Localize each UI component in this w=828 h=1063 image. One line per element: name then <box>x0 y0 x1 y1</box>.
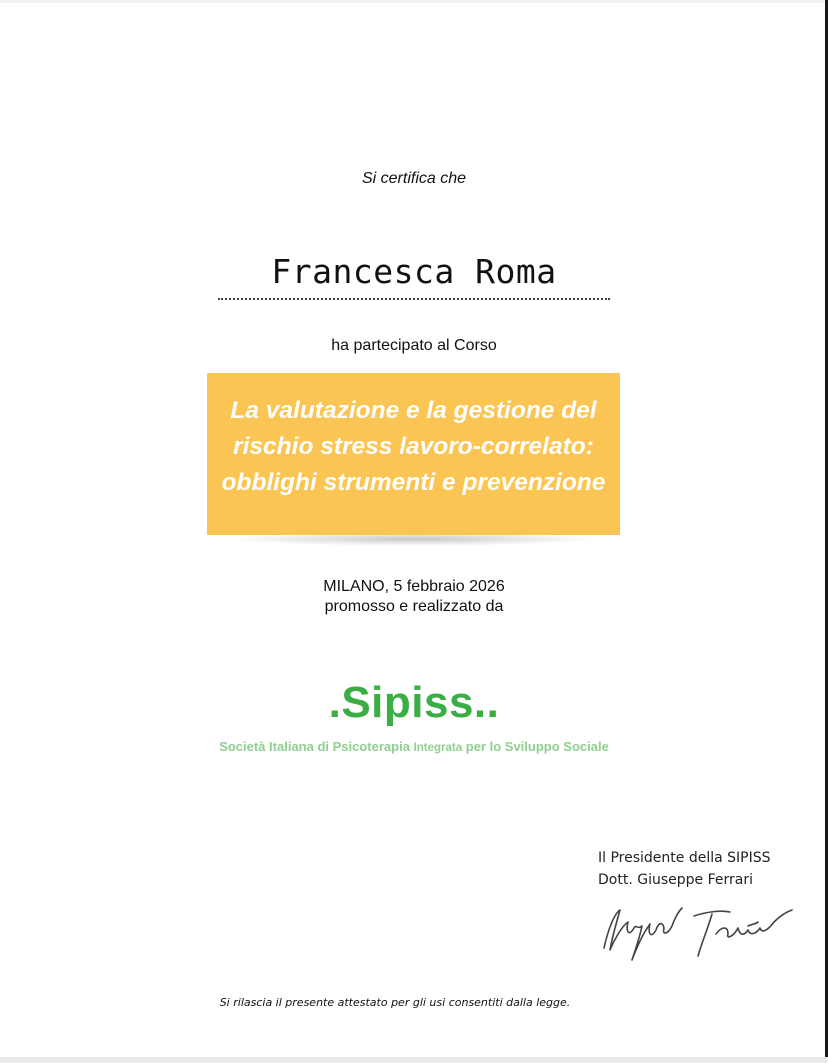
org-name-part-2: Integrata <box>413 742 463 754</box>
location-date: MILANO, 5 febbraio 2026 <box>323 578 505 595</box>
course-title-box <box>207 373 620 535</box>
page-top-edge <box>0 0 828 3</box>
promoted-by-text: promosso e realizzato da <box>324 598 504 615</box>
course-title: La valutazione e la gestione del rischio stress lavoro-correlato: obblighi strumenti e prevenzione <box>221 397 606 496</box>
handwritten-signature <box>598 900 798 966</box>
signatory-name: Dott. Giuseppe Ferrari <box>598 872 753 888</box>
organization-full-name <box>0 739 828 754</box>
signatory-role: Il Presidente della SIPISS <box>598 850 771 866</box>
footer-note: Si rilascia il presente attestato per gli usi consentiti dalla legge. <box>219 996 571 1009</box>
recipient-name: Francesca Roma <box>271 252 557 291</box>
org-name-part-1: Società Italiana di Psicoterapia <box>219 739 410 754</box>
name-dotted-line <box>218 298 610 300</box>
certify-intro: Si certifica che <box>361 170 467 187</box>
page-bottom-edge <box>0 1057 828 1063</box>
participation-text: ha partecipato al Corso <box>331 337 497 354</box>
org-name-part-3: per lo Sviluppo Sociale <box>465 739 609 754</box>
sipiss-logo: .Sipiss.. <box>328 678 500 727</box>
